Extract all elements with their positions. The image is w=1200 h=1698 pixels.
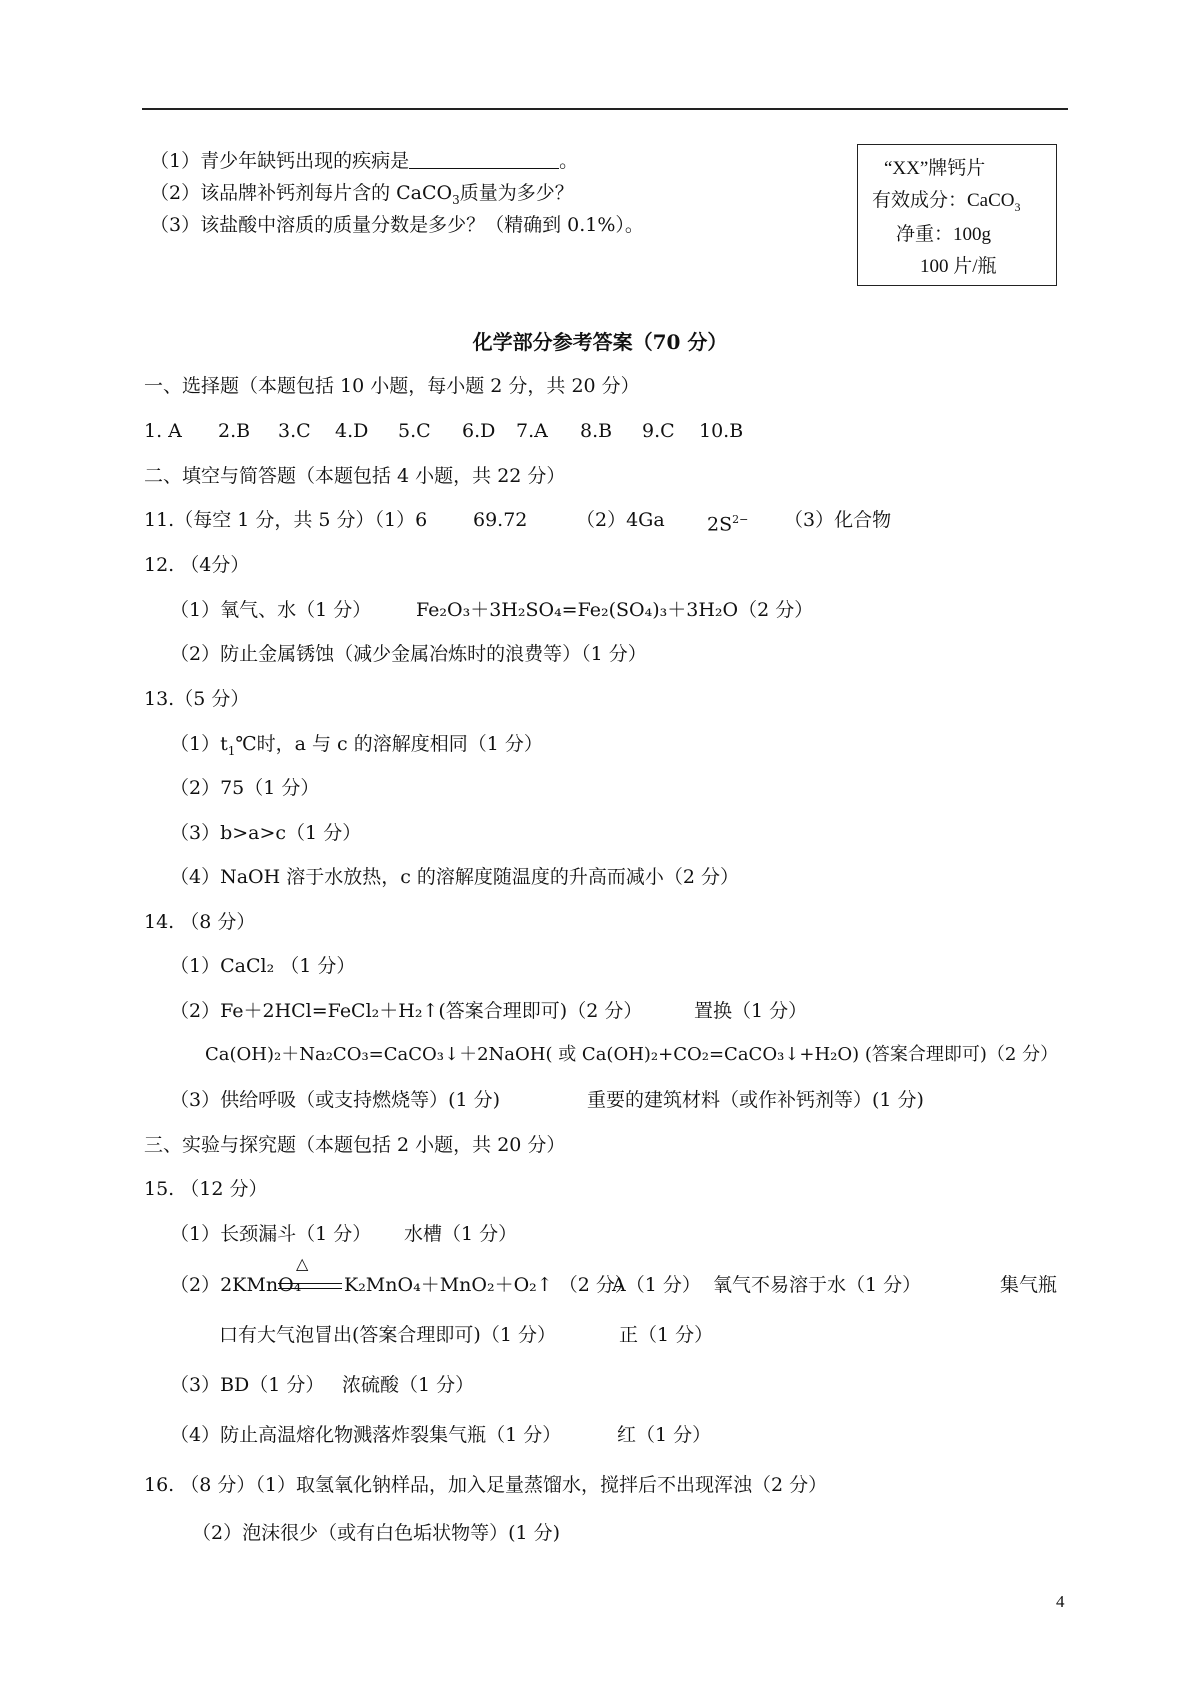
q15-heading: 15. （12 分） [144,1178,268,1200]
question-1-text: （1）青少年缺钙出现的疾病是 [150,150,410,172]
choice-answer: 8.B [580,420,613,442]
q11-value: 69.72 [473,509,528,531]
answer-blank [409,148,559,169]
choice-answer: 1. A [144,420,182,442]
q14-line4b: 重要的建筑材料（或作补钙剂等）(1 分) [587,1089,924,1111]
q15-line4b: 浓硫酸（1 分） [342,1374,475,1396]
q11-ion-charge: 2− [732,513,749,526]
answer-title: 化学部分参考答案（70 分） [472,330,728,354]
q11-ion [707,507,748,537]
choice-answer: 2.B [218,420,251,442]
q15-line2-lead: （2）2KMnO₄ [170,1274,302,1296]
q14-line1: （1）CaCl₂ （1 分） [170,955,356,977]
q13-line2: （2）75（1 分） [170,777,320,799]
q14-line3: Ca(OH)₂＋Na₂CO₃=CaCO₃↓＋2NaOH( 或 Ca(OH)₂+CO₂=CaCO₃↓+H₂O) (答案合理即可)（2 分） [205,1044,1059,1065]
label-ingredient-subscript: 3 [1014,199,1021,214]
q15-line3b: 正（1 分） [619,1324,714,1346]
label-brand: “XX”牌钙片 [884,158,986,179]
q13-line1-end: ℃时，a 与 c 的溶解度相同（1 分） [235,733,543,755]
label-ingredient-text: 有效成分：CaCO [872,190,1015,211]
choice-answer: 7.A [516,420,548,442]
question-1 [150,148,578,174]
q15-line2-products: K₂MnO₄＋MnO₂＋O₂↑ （2 分） [344,1274,634,1296]
choice-answer: 3.C [278,420,311,442]
question-2-subscript: 3 [452,192,460,207]
reaction-equals-sign [278,1283,342,1289]
question-1-end: 。 [559,150,579,172]
q16-line1: 16. （8 分）（1）取氢氧化钠样品，加入足量蒸馏水，搅拌后不出现浑浊（2 分） [144,1474,828,1496]
q14-line2a: （2）Fe＋2HCl=FeCl₂＋H₂↑(答案合理即可)（2 分） [170,1000,643,1022]
choice-answer: 4.D [335,420,369,442]
q12-line2: （2）防止金属锈蚀（减少金属冶炼时的浪费等）（1 分） [170,643,647,665]
question-2-end: 质量为多少？ [459,182,574,204]
choice-answer: 5.C [398,420,431,442]
q13-line4: （4）NaOH 溶于水放热，c 的溶解度随温度的升高而减小（2 分） [170,866,740,888]
choice-answer: 9.C [642,420,675,442]
q13-heading: 13.（5 分） [144,688,250,710]
page-number: 4 [1056,1592,1065,1611]
section-1-heading: 一、选择题（本题包括 10 小题，每小题 2 分，共 20 分） [144,375,640,397]
q12-heading: 12. （4分） [144,554,250,576]
choice-answer: 10.B [699,420,744,442]
header-rule [142,108,1068,110]
q12-line1a: （1）氧气、水（1 分） [170,599,372,621]
q15-line2e: 集气瓶 [1000,1274,1058,1296]
q11-part2: （2）4Ga [576,509,665,531]
q15-line1a: （1）长颈漏斗（1 分） [170,1223,372,1245]
q12-line1b: Fe₂O₃＋3H₂SO₄=Fe₂(SO₄)₃＋3H₂O（2 分） [416,599,814,621]
choice-answer: 6.D [462,420,496,442]
section-2-heading: 二、填空与简答题（本题包括 4 小题，共 22 分） [144,465,566,487]
q14-line4a: （3）供给呼吸（或支持燃烧等）(1 分) [170,1089,501,1111]
q15-line2c: A（1 分） [612,1274,701,1296]
question-2-text: （2）该品牌补钙剂每片含的 CaCO [150,182,453,204]
q15-line2d: 氧气不易溶于水（1 分） [713,1274,922,1296]
calcium-label-box [857,144,1057,286]
q15-line1b: 水槽（1 分） [404,1223,518,1245]
section-3-heading: 三、实验与探究题（本题包括 2 小题，共 20 分） [144,1134,566,1156]
question-2 [150,180,574,213]
q15-line5a: （4）防止高温熔化物溅落炸裂集气瓶（1 分） [170,1424,562,1446]
q13-line1-subscript: 1 [227,743,236,758]
q14-heading: 14. （8 分） [144,911,256,933]
q15-line3a: 口有大气泡冒出(答案合理即可)（1 分） [219,1324,556,1346]
heating-condition-symbol: △ [296,1254,309,1273]
q11-ion-text: 2S [707,513,733,536]
q15-line5b: 红（1 分） [617,1424,712,1446]
q13-line1 [170,731,543,764]
label-ingredient [872,185,1021,215]
q16-line2: （2）泡沫很少（或有白色垢状物等）(1 分) [192,1522,561,1544]
q11-lead: 11.（每空 1 分，共 5 分）（1）6 [144,509,428,531]
q13-line1-text: （1）t [170,733,228,755]
label-net-weight: 净重：100g [896,224,992,245]
question-3: （3）该盐酸中溶质的质量分数是多少？（精确到 0.1%）。 [150,214,644,236]
q11-part3: （3）化合物 [784,509,892,531]
label-count: 100 片/瓶 [920,256,997,277]
q13-line3: （3）b>a>c（1 分） [170,822,362,844]
q15-line4a: （3）BD（1 分） [170,1374,325,1396]
q14-line2b: 置换（1 分） [694,1000,808,1022]
